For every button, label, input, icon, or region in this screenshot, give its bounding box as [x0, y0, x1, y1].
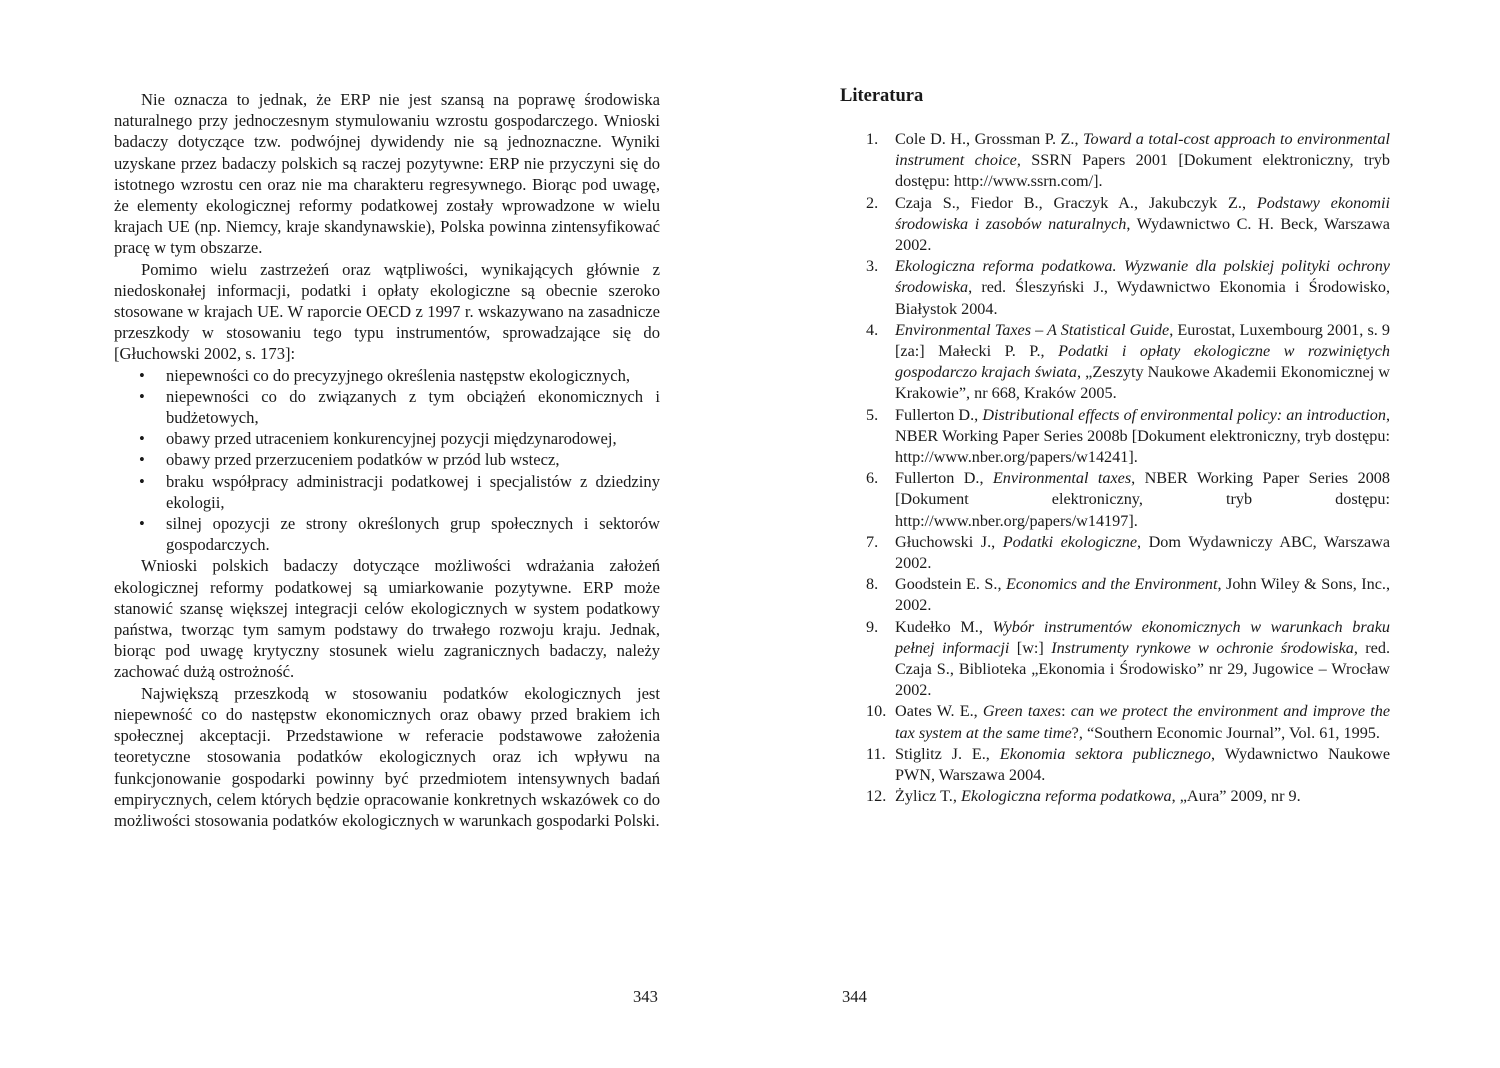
reference-item: 8. Goodstein E. S., Economics and the Environment, John Wiley & Sons, Inc., 2002. — [866, 575, 1390, 615]
reference-item: 9. Kudełko M., Wybór instrumentów ekonomicznych w warunkach braku pełnej informacji [w:] Instrumenty rynkowe w ochronie środowiska, red. Czaja S., Biblioteka „Ekonomia i Środowisko” nr 29, Jugowice – Wrocław 2002. — [866, 617, 1391, 700]
left-page — [114, 0, 660, 1068]
bullet-icon: • — [139, 450, 145, 470]
right-page — [840, 0, 1390, 1068]
list-item: • obawy przed przerzuceniem podatków w przód lub wstecz, — [139, 450, 560, 470]
bibliography-heading: Literatura — [840, 86, 924, 106]
bullet-icon: • — [139, 471, 145, 491]
obstacles-list — [114, 365, 660, 556]
list-item: • obawy przed utraceniem konkurencyjnej pozycji międzynarodowej, — [139, 429, 617, 449]
reference-item: 1. Cole D. H., Grossman P. Z., Toward a total-cost approach to environmental instrument choice, SSRN Papers 2001 [Dokument elektroniczny, tryb dostępu: http://www.ssrn.com/]. — [866, 130, 1390, 191]
bullet-icon: • — [139, 386, 145, 406]
reference-item: 7. Głuchowski J., Podatki ekologiczne, Dom Wydawniczy ABC, Warszawa 2002. — [866, 532, 1390, 573]
paragraph-3: Wnioski polskich badaczy dotyczące możliwości wdrażania założeń ekologicznej reformy podatkowej są umiarkowanie pozytywne. ERP może stanowić szansę większej integracji celów ekologicznych w system podatkowy państwa, tworząc tym samym podstawy do trwałego rozwoju kraju. Jednak, biorąc pod uwagę krytyczny stosunek wielu zagranicznych badaczy, należy zachować dużą ostrożność. — [114, 556, 660, 682]
paragraph-4: Największą przeszkodą w stosowaniu podatków ekologicznych jest niepewność co do następstw ekonomicznych oraz obawy przed brakiem ich społecznej akceptacji. Przedstawione w referacie podstawowe założenia teoretyczne stosowania podatków ekologicznych oraz ich wpływu na funkcjonowanie gospodarki powinny być przedmiotem intensywnych badań empirycznych, celem których będzie opracowanie konkretnych wskazówek co do możliwości stosowania podatków ekologicznych w warunkach gospodarki Polski. — [114, 683, 660, 830]
reference-item: 4. Environmental Taxes – A Statistical Guide, Eurostat, Luxembourg 2001, s. 9 [za:] Małecki P. P., Podatki i opłaty ekologiczne w rozwiniętych gospodarczo krajach świata, „Zeszyty Naukowe Akademii Ekonomicznej w Krakowie”, nr 668, Kraków 2005. — [866, 320, 1390, 403]
list-item: • niepewności co do precyzyjnego określenia następstw ekologicznych, — [139, 365, 631, 385]
reference-item: 10. Oates W. E., Green taxes: can we protect the environment and improve the tax system at the same time?, “Southern Economic Journal”, Vol. 61, 1995. — [866, 702, 1390, 742]
paragraph-1: Nie oznacza to jednak, że ERP nie jest szansą na poprawę środowiska naturalnego przy jednoczesnym stymulowaniu wzrostu gospodarczego. Wnioski badaczy dotyczące tzw. podwójnej dywidendy nie są jednoznaczne. Wyniki uzyskane przez badaczy polskich są raczej pozytywne: ERP nie przyczyni się do istotnego wzrostu cen oraz nie ma charakteru regresywnego. Biorąc pod uwagę, że elementy ekologicznej reformy podatkowej zostały wprowadzone w wielu krajach UE (np. Niemcy, kraje skandynawskie), Polska powinna zintensyfikować pracę w tym obszarze. — [114, 90, 660, 258]
left-page-body — [114, 89, 660, 831]
list-item: • silnej opozycji ze strony określonych grup społecznych i sektorów gospodarczych. — [139, 514, 660, 555]
page-number-left: 343 — [633, 987, 658, 1006]
list-item: • braku współpracy administracji podatkowej i specjalistów z dziedziny ekologii, — [139, 471, 660, 512]
bullet-icon: • — [139, 365, 145, 385]
page-number-right: 344 — [842, 987, 867, 1006]
reference-item: 2. Czaja S., Fiedor B., Graczyk A., Jakubczyk Z., Podstawy ekonomii środowiska i zasobów naturalnych, Wydawnictwo C. H. Beck, Warszawa 2002. — [866, 193, 1390, 255]
reference-item: 6. Fullerton D., Environmental taxes, NBER Working Paper Series 2008 [Dokument elektroniczny, tryb dostępu: http://www.nber.org/papers/w14197]. — [866, 469, 1390, 530]
bullet-icon: • — [139, 429, 145, 449]
reference-item: 5. Fullerton D., Distributional effects of environmental policy: an introduction, NBER Working Paper Series 2008b [Dokument elektroniczny, tryb dostępu: http://www.nber.org/papers/w14241]. — [866, 405, 1391, 467]
bibliography-list — [840, 129, 1390, 808]
paragraph-2: Pomimo wielu zastrzeżeń oraz wątpliwości, wynikających głównie z niedoskonałej informacji, podatki i opłaty ekologiczne są obecnie szeroko stosowane w krajach UE. W raporcie OECD z 1997 r. wskazywano na zasadnicze przeszkody w stosowaniu tego typu instrumentów, sprowadzające się do [Głuchowski 2002, s. 173]: — [114, 259, 660, 364]
reference-item: 11. Stiglitz J. E., Ekonomia sektora publicznego, Wydawnictwo Naukowe PWN, Warszawa 2004. — [866, 744, 1391, 785]
reference-item: 3. Ekologiczna reforma podatkowa. Wyzwanie dla polskiej polityki ochrony środowiska, red. Śleszyński J., Wydawnictwo Ekonomia i Środowisko, Białystok 2004. — [866, 257, 1390, 318]
reference-item: 12. Żylicz T., Ekologiczna reforma podatkowa, „Aura” 2009, nr 9. — [866, 787, 1301, 806]
list-item: • niepewności co do związanych z tym obciążeń ekonomicznych i budżetowych, — [139, 386, 660, 428]
bullet-icon: • — [139, 514, 145, 534]
